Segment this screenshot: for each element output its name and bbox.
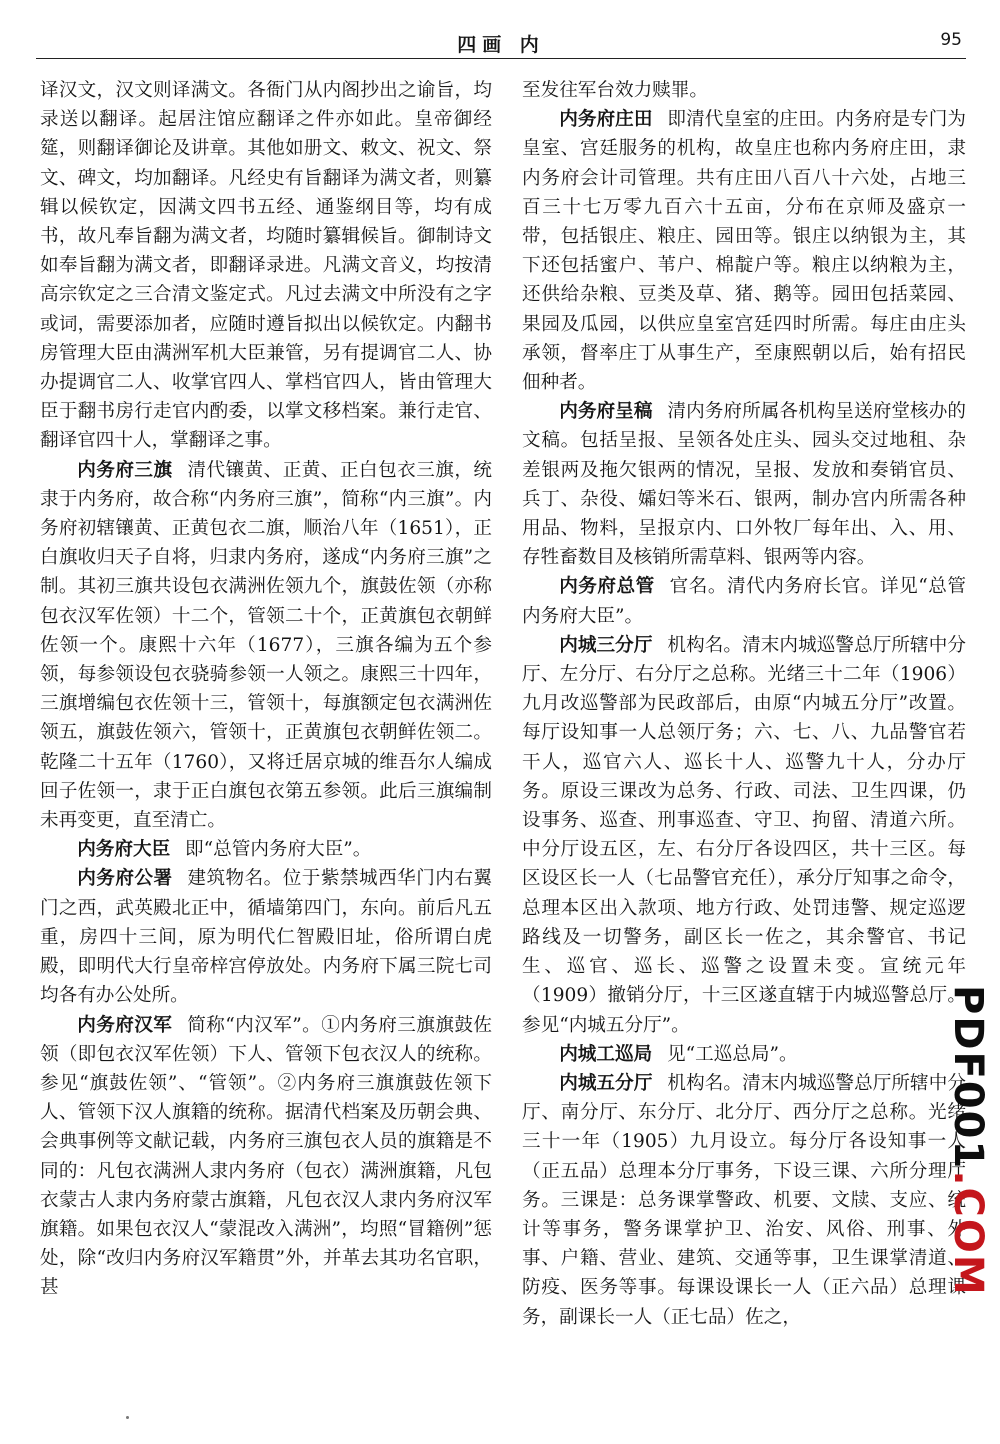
watermark [940, 985, 996, 1335]
entry-text: 简称“内汉军”。①内务府三旗旗鼓佐领（即包衣汉军佐领）下人、管领下包衣汉人的统称。参见“旗鼓佐领”、“管领”。②内务府三旗旗鼓佐领下人、管领下汉人旗籍的统称。据清代档案及历朝会典、会典事例等文献记载，内务府三旗包衣人员的旗籍是不同的：凡包衣满洲人隶内务府（包衣）满洲旗籍，凡包衣蒙古人隶内务府蒙古旗籍，凡包衣汉人隶内务府汉军旗籍。如果包衣汉人“蒙混改入满洲”，均照“冒籍例”惩处，除“改归内务府汉军籍贯”外，并革去其功名官职，甚 [40, 1014, 492, 1299]
right-column [522, 76, 966, 1416]
entry-term: 内城五分厅 [559, 1072, 653, 1094]
left-column [40, 76, 492, 1416]
dictionary-entry [40, 1011, 492, 1303]
dictionary-entry [522, 105, 966, 397]
entry-term: 内务府总管 [559, 576, 655, 598]
dictionary-entry [40, 835, 492, 864]
dictionary-entry [522, 631, 966, 1040]
watermark-text-b: .COM [945, 1170, 991, 1297]
page-number: 95 [940, 30, 962, 50]
entry-text: 即“总管内务府大臣”。 [185, 839, 372, 861]
dictionary-entry [40, 456, 492, 836]
entry-term: 内城三分厅 [559, 634, 653, 656]
page-header [36, 24, 966, 59]
entry-term: 内城工巡局 [559, 1043, 653, 1065]
entry-text: 机构名。清末内城巡警总厅所辖中分厅、南分厅、东分厅、北分厅、西分厅之总称。光绪三十一年（1905）九月设立。每分厅各设知事一人（正五品）总理本分厅事务，下设三课、六所分理厅务。三课是：总务课掌警政、机要、文牍、支应、统计等事务，警务课掌护卫、治安、风俗、刑事、外事、户籍、营业、建筑、交通等事，卫生课掌清道、防疫、医务等事。每课设课长一人（正六品）总理课务，副课长一人（正七品）佐之， [522, 1072, 966, 1328]
entry-term: 内务府呈稿 [559, 401, 653, 423]
entry-text: 至发往军台效力赎罪。 [522, 80, 708, 101]
entry-text: 机构名。清末内城巡警总厅所辖中分厅、左分厅、右分厅之总称。光绪三十二年（1906）九月改巡警部为民政部后，由原“内城五分厅”改置。每厅设知事一人总领厅务；六、七、八、九品警官若干人，巡官六人、巡长十人、巡警九十人，分办厅务。原设三课改为总务、行政、司法、卫生四课，仍设事务、巡查、刑事巡查、守卫、拘留、清道六所。中分厅设五区，左、右分厅各设四区，共十三区。每区设区长一人（七品警官充任），承分厅知事之命令，总理本区出入款项、地方行政、处罚违警、规定巡逻路线及一切警务，副区长一佐之，其余警官、书记生、巡官、巡长、巡警之设置未变。宣统元年（1909）撤销分厅，十三区遂直辖于内城巡警总厅。参见“内城五分厅”。 [522, 634, 966, 1036]
entry-text: 清代镶黄、正黄、正白包衣三旗，统隶于内务府，故合称“内务府三旗”，简称“内三旗”。内务府初辖镶黄、正黄包衣二旗，顺治八年（1651），正白旗收归天子自将，归隶内务府，遂成“内务府三旗”之制。其初三旗共设包衣满洲佐领九个，旗鼓佐领（亦称包衣汉军佐领）十二个，管领二十个，正黄旗包衣朝鲜佐领一个。康熙十六年（1677），三旗各编为五个参领，每参领设包衣骁骑参领一人领之。康熙三十四年，三旗增编包衣佐领十三，管领十，每旗额定包衣满洲佐领五，旗鼓佐领六，管领十，正黄旗包衣朝鲜佐领二。乾隆二十五年（1760），又将迁居京城的维吾尔人编成回子佐领一，隶于正白旗包衣第五参领。此后三旗编制未再变更，直至清亡。 [40, 459, 492, 832]
dictionary-entry [522, 1069, 966, 1332]
entry-text: 建筑物名。位于紫禁城西华门内右翼门之西，武英殿北正中，循墙第四门，东向。前后凡五重，房四十三间，原为明代仁智殿旧址，俗所谓白虎殿，即明代大行皇帝梓宫停放处。内务府下属三院七司均各有办公处所。 [40, 868, 492, 1007]
entry-term: 内务府庄田 [559, 109, 653, 131]
entry-text: 清内务府所属各机构呈送府堂核办的文稿。包括呈报、呈领各处庄头、园头交过地租、杂差银两及拖欠银两的情况，呈报、发放和奏销官员、兵丁、杂役、孀妇等米石、银两，制办宫内所需各种用品、物料，呈报京内、口外牧厂每年出、入、用、存牲畜数目及核销所需草料、银两等内容。 [522, 401, 966, 569]
entry-term: 内务府公署 [77, 868, 173, 890]
entry-term: 内务府大臣 [77, 839, 171, 861]
entry-text: 译汉文，汉文则译满文。各衙门从内阁抄出之谕旨，均录送以翻译。起居注馆应翻译之件亦如此。皇帝御经筵，则翻译御论及讲章。其他如册文、敕文、祝文、祭文、碑文，均加翻译。凡经史有旨翻译为满文者，则纂辑以候钦定，因满文四书五经、通鉴纲目等，均有成书，故凡奉旨翻为满文者，均随时纂辑候旨。御制诗文如奉旨翻为满文者，即翻译录进。凡满文音义，均按清高宗钦定之三合清文鉴定式。凡过去满文中所没有之字或词，需要添加者，应随时遵旨拟出以候钦定。内翻书房管理大臣由满洲军机大臣兼管，另有提调官二人、协办提调官二人、收掌官四人、掌档官四人，皆由管理大臣于翻书房行走官内酌委，以掌文移档案。兼行走官、翻译官四十人，掌翻译之事。 [40, 80, 492, 452]
dictionary-entry [40, 864, 492, 1010]
entry-text: 官名。清代内务府长官。详见“总管内务府大臣”。 [522, 576, 966, 627]
watermark-text-a: PDF001 [945, 985, 991, 1171]
entry-continuation [40, 76, 492, 456]
dictionary-entry [522, 1040, 966, 1069]
entry-term: 内务府三旗 [77, 459, 173, 481]
section-title: 四画 内 [457, 34, 545, 56]
dictionary-entry [522, 397, 966, 572]
dictionary-entry [522, 572, 966, 630]
entry-term: 内务府汉军 [77, 1014, 173, 1036]
entry-text: 即清代皇室的庄田。内务府是专门为皇室、宫廷服务的机构，故皇庄也称内务府庄田，隶内务府会计司管理。共有庄田八百八十六处，占地三百三十七万零九百六十五亩，分布在京师及盛京一带，包括银庄、粮庄、园田等。银庄以纳银为主，其下还包括蜜户、苇户、棉靛户等。粮庄以纳粮为主，还供给杂粮、豆类及草、猪、鹅等。园田包括菜园、果园及瓜园，以供应皇室宫廷四时所需。每庄由庄头承领，督率庄丁从事生产，至康熙朝以后，始有招民佃种者。 [522, 109, 966, 394]
entry-text: 见“工巡总局”。 [667, 1043, 798, 1065]
entry-continuation [522, 76, 966, 105]
scan-speck [126, 1416, 129, 1419]
